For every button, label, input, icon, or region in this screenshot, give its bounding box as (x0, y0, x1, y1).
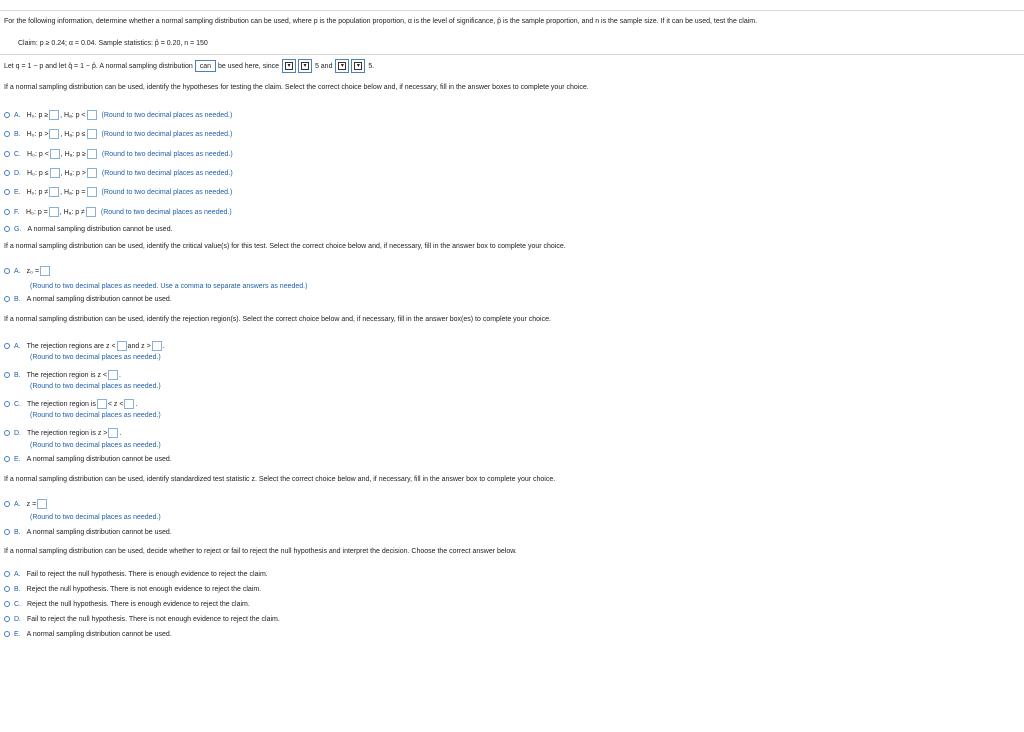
round-hint: (Round to two decimal places as needed.) (101, 111, 233, 119)
option-letter: E. (14, 456, 21, 463)
option-text: A normal sampling distribution cannot be used. (27, 226, 173, 233)
alt-hypothesis-label: , Hₐ: p ≠ (59, 208, 85, 216)
h0-value-input[interactable] (50, 168, 60, 178)
option-letter: B. (14, 529, 21, 536)
dropdown-1[interactable] (282, 59, 296, 73)
q4-hint: (Round to two decimal places as needed.) (30, 514, 161, 521)
alt-hypothesis-label: , Hₐ: p = (60, 188, 86, 196)
q1-option[interactable] (4, 207, 232, 217)
h0-value-input[interactable] (49, 187, 59, 197)
h0-value-input[interactable] (49, 110, 59, 120)
q3-option-a[interactable]: A. The rejection regions are z < and z > . (4, 341, 165, 351)
q5-prompt: If a normal sampling distribution can be used, decide whether to reject or fail to reject the null hypothesis and interpret the decision. Choose the correct answer below. (4, 548, 517, 555)
lower-bound-input[interactable] (97, 399, 107, 409)
q5-option[interactable] (4, 586, 261, 593)
round-hint: (Round to two decimal places as needed.) (101, 169, 233, 177)
null-hypothesis-label: H₀: p ≥ (26, 111, 49, 119)
option-text: A normal sampling distribution cannot be used. (26, 456, 172, 463)
radio-button[interactable] (4, 616, 10, 622)
z-input[interactable] (37, 499, 47, 509)
q1-option[interactable] (4, 110, 232, 120)
option-text: and z > (127, 342, 151, 350)
option-letter: B. (14, 371, 21, 379)
q3-option-e[interactable] (4, 456, 172, 463)
q1-option-g[interactable] (4, 226, 173, 233)
z-label: z = (26, 500, 37, 508)
null-hypothesis-label: H₀: p ≤ (27, 169, 49, 177)
option-letter: C. (14, 150, 21, 158)
ha-value-input[interactable] (87, 187, 97, 197)
option-text: Reject the null hypothesis. There is enough evidence to reject the claim. (27, 601, 250, 608)
q4-option-a[interactable] (4, 499, 48, 509)
radio-button[interactable] (4, 189, 10, 195)
alt-hypothesis-label: , Hₐ: p < (60, 111, 86, 119)
setup-line (4, 59, 374, 73)
ha-value-input[interactable] (87, 168, 97, 178)
option-text: A normal sampling distribution cannot be used. (26, 296, 172, 303)
radio-button[interactable] (4, 571, 10, 577)
alt-hypothesis-label: , Hₐ: p > (60, 169, 86, 177)
round-hint: (Round to two decimal places as needed.) (101, 150, 233, 158)
option-letter: E. (14, 631, 21, 638)
radio-button[interactable] (4, 401, 10, 407)
null-hypothesis-label: H₀: p = (26, 208, 48, 216)
radio-button[interactable] (4, 529, 10, 535)
upper-bound-input[interactable] (124, 399, 134, 409)
null-hypothesis-label: H₀: p ≠ (26, 188, 49, 196)
option-letter: C. (14, 601, 21, 608)
z0-input[interactable] (40, 266, 50, 276)
q5-option[interactable] (4, 571, 268, 578)
q2-hint: (Round to two decimal places as needed. Use a comma to separate answers as needed.) (30, 283, 308, 290)
option-letter: A. (14, 571, 21, 578)
option-text: Fail to reject the null hypothesis. There is enough evidence to reject the claim. (26, 571, 268, 578)
setup-end: 5. (368, 62, 375, 70)
bound-input[interactable] (108, 428, 118, 438)
q5-option[interactable] (4, 616, 280, 623)
option-letter: A. (14, 500, 21, 508)
ha-value-input[interactable] (87, 149, 97, 159)
alt-hypothesis-label: , Hₐ: p ≥ (60, 150, 86, 158)
ha-value-input[interactable] (87, 129, 97, 139)
claim-divider (0, 54, 1024, 55)
q3-hint-a: (Round to two decimal places as needed.) (30, 354, 161, 361)
dropdown-arrow-icon: ▾ (338, 62, 346, 70)
option-text: The rejection region is z < (26, 371, 107, 379)
option-text: The rejection region is z > (27, 429, 108, 437)
q1-option[interactable] (4, 168, 233, 178)
setup-mid: be used here, since (217, 62, 280, 70)
q5-option[interactable] (4, 601, 250, 608)
option-letter: D. (14, 169, 21, 177)
round-hint: (Round to two decimal places as needed.) (101, 130, 233, 138)
can-dropdown[interactable]: can (195, 60, 216, 72)
radio-button[interactable] (4, 296, 10, 302)
top-divider (0, 10, 1024, 11)
radio-button[interactable] (4, 456, 10, 462)
radio-button[interactable] (4, 430, 10, 436)
option-letter: D. (14, 429, 21, 437)
radio-button[interactable] (4, 112, 10, 118)
option-letter: F. (14, 208, 20, 216)
radio-button[interactable] (4, 131, 10, 137)
radio-button[interactable] (4, 226, 10, 232)
radio-button[interactable] (4, 151, 10, 157)
option-text: Fail to reject the null hypothesis. There is not enough evidence to reject the claim. (27, 616, 280, 623)
q4-prompt: If a normal sampling distribution can be used, identify standardized test statistic z. Select the correct choice below and, if necessary, fill in the answer box to complete your choice. (4, 476, 556, 483)
q1-option[interactable] (4, 149, 233, 159)
round-hint: (Round to two decimal places as needed.) (100, 208, 232, 216)
instructions-text: For the following information, determine whether a normal sampling distribution can be used, where p is the population proportion, α is the level of significance, p̂ is the sample proportion, and n is the sample size. If it can be used, test the claim. (4, 18, 758, 25)
h0-value-input[interactable] (49, 129, 59, 139)
radio-button[interactable] (4, 501, 10, 507)
claim-text: Claim: p ≥ 0.24; α = 0.04. Sample statistics: p̂ = 0.20, n = 150 (18, 40, 208, 47)
z0-label: z₀ = (26, 267, 40, 275)
q1-prompt: If a normal sampling distribution can be used, identify the hypotheses for testing the claim. Select the correct choice below and, if necessary, fill in the answer boxes to complete your choice. (4, 84, 589, 91)
option-text: Reject the null hypothesis. There is not enough evidence to reject the claim. (26, 586, 262, 593)
option-letter: B. (14, 296, 21, 303)
dropdown-4[interactable] (351, 59, 365, 73)
q1-option[interactable] (4, 187, 232, 197)
ha-value-input[interactable] (87, 110, 97, 120)
option-letter: B. (14, 130, 21, 138)
radio-button[interactable] (4, 209, 10, 215)
option-text: < z < (107, 400, 124, 408)
q3-hint-d: (Round to two decimal places as needed.) (30, 442, 161, 449)
dropdown-arrow-icon: ▾ (354, 62, 362, 70)
radio-button[interactable] (4, 631, 10, 637)
q2-prompt: If a normal sampling distribution can be used, identify the critical value(s) for this test. Select the correct choice below and, if necessary, fill in the answer box to complete your choice. (4, 243, 566, 250)
radio-button[interactable] (4, 268, 10, 274)
radio-button[interactable] (4, 586, 10, 592)
q3-option-b[interactable]: B. The rejection region is z < . (4, 370, 121, 380)
lower-bound-input[interactable] (117, 341, 127, 351)
dropdown-arrow-icon: ▾ (301, 62, 309, 70)
ha-value-input[interactable] (86, 207, 96, 217)
radio-button[interactable] (4, 170, 10, 176)
h0-value-input[interactable] (50, 149, 60, 159)
q2-option-b[interactable] (4, 296, 172, 303)
option-letter: G. (14, 226, 22, 233)
option-text: The rejection regions are z < (26, 342, 116, 350)
option-letter: E. (14, 188, 21, 196)
dropdown-arrow-icon: ▾ (285, 62, 293, 70)
option-letter: B. (14, 586, 21, 593)
alt-hypothesis-label: , Hₐ: p ≤ (60, 130, 86, 138)
q3-hint-c: (Round to two decimal places as needed.) (30, 412, 161, 419)
q2-option-a[interactable] (4, 266, 51, 276)
round-hint: (Round to two decimal places as needed.) (101, 188, 233, 196)
q3-hint-b: (Round to two decimal places as needed.) (30, 383, 161, 390)
option-text: The rejection region is (27, 400, 96, 408)
q1-option[interactable] (4, 129, 232, 139)
radio-button[interactable] (4, 372, 10, 378)
dropdown-2[interactable] (298, 59, 312, 73)
dropdown-3[interactable] (335, 59, 349, 73)
radio-button[interactable] (4, 601, 10, 607)
bound-input[interactable] (108, 370, 118, 380)
option-text: A normal sampling distribution cannot be used. (26, 631, 172, 638)
option-letter: A. (14, 342, 21, 350)
null-hypothesis-label: H₀: p > (26, 130, 49, 138)
radio-button[interactable] (4, 343, 10, 349)
option-letter: C. (14, 400, 21, 408)
q3-prompt: If a normal sampling distribution can be used, identify the rejection region(s). Select the correct choice below and, if necessary, fill in the answer box(es) to complete your choice. (4, 316, 551, 323)
option-letter: D. (14, 616, 21, 623)
setup-and: 5 and (314, 62, 333, 70)
option-letter: A. (14, 267, 21, 275)
h0-value-input[interactable] (49, 207, 59, 217)
q3-option-d[interactable]: D. The rejection region is z > . (4, 428, 121, 438)
q5-option[interactable] (4, 631, 172, 638)
upper-bound-input[interactable] (152, 341, 162, 351)
option-letter: A. (14, 111, 21, 119)
q4-option-b[interactable] (4, 529, 172, 536)
option-text: A normal sampling distribution cannot be used. (26, 529, 172, 536)
setup-prefix: Let q = 1 − p and let q̂ = 1 − p̂. A normal sampling distribution (4, 62, 193, 70)
null-hypothesis-label: H₀: p < (27, 150, 49, 158)
q3-option-c[interactable]: C. The rejection region is < z < . (4, 399, 137, 409)
